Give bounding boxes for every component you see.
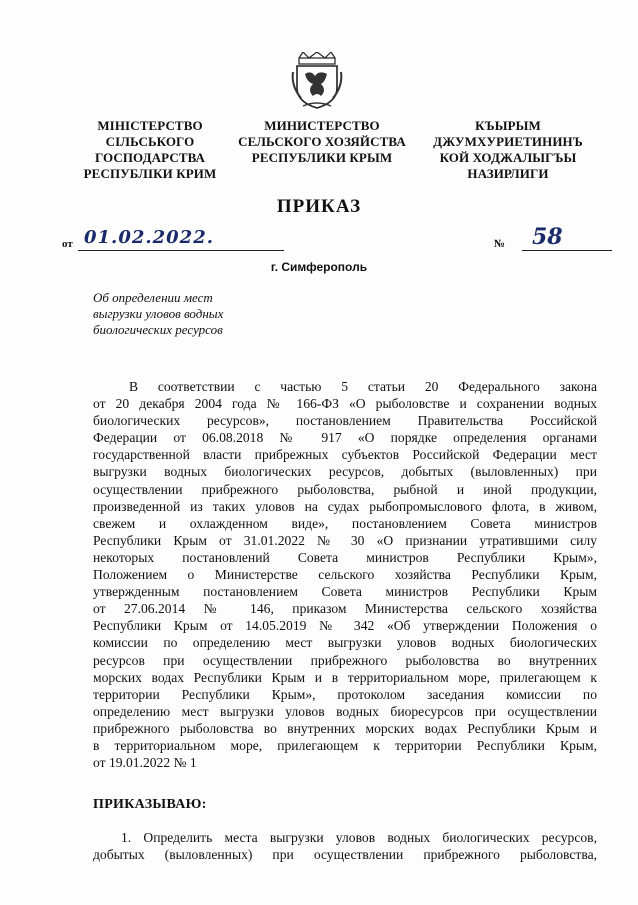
paragraph-line: некоторых постановлений Совета министров Республики Крым», [93, 549, 597, 565]
document-title: ПРИКАЗ [276, 196, 362, 217]
paragraph-line: от 19.01.2022 № 1 [93, 755, 197, 771]
paragraph-line: Республики Крым от 14.05.2019 № 342 «Об утверждении Положения о [93, 618, 597, 634]
ministry-ua-line: ГОСПОДАРСТВА [94, 150, 206, 165]
paragraph-line: территории Республики Крым», протоколом заседания комиссии по [93, 686, 597, 702]
preamble-paragraph [93, 378, 597, 771]
paragraph-line: произведенной из таких уловов на судах рыбопромыслового флота, в живом, [93, 498, 597, 514]
paragraph-line: комиссии по определению мест выгрузки уловов водных биологических [93, 635, 597, 651]
paragraph-line: прибрежного рыболовства во внутренних морских водах Республики Крым и [93, 720, 597, 736]
handwritten-number: 58 [532, 224, 563, 250]
ministry-ct-line: ДЖУМХУРИЕТИНИНЪ [433, 134, 583, 149]
paragraph-line: ресурсов при осуществлении прибрежного рыболовства во внутренних [93, 652, 597, 668]
ministry-name-crimean-tatar [418, 118, 598, 182]
paragraph-line: в территориальном море, прилегающем к территории Республики Крым, [93, 737, 597, 753]
paragraph-line: Федерации от 06.08.2018 № 917 «О порядке определения органами [93, 430, 597, 446]
ministry-ua-line: СІЛЬСЬКОГО [105, 134, 195, 149]
paragraph-line: В соответствии с частью 5 статьи 20 Федерального закона [129, 379, 597, 394]
ministry-ua-line: МІНІСТЕРСТВО [97, 118, 203, 133]
paragraph-line: осуществлении прибрежного рыболовства, рыбной и иной продукции, [93, 481, 597, 497]
ministry-name-ukrainian [70, 118, 230, 182]
order-heading: ПРИКАЗЫВАЮ: [93, 797, 207, 812]
paragraph-line: от 27.06.2014 № 146, приказом Министерства сельского хозяйства [93, 601, 597, 617]
ministry-ua-line: РЕСПУБЛІКИ КРИМ [83, 166, 217, 181]
paragraph-line: биологических ресурсов», постановлением Правительства Российской [93, 413, 597, 429]
ministry-ru-line: РЕСПУБЛИКИ КРЫМ [251, 150, 393, 165]
order-subject [93, 290, 293, 338]
paragraph-line: свежем и охлажденном виде», постановлением Совета министров [93, 515, 597, 531]
paragraph-line: морских водах Республики Крым и в территориальном море, прилегающем к [93, 669, 597, 685]
ministry-ct-line: КОЙ ХОДЖАЛЫГЪЫ [439, 150, 577, 165]
ministry-ct-line: НАЗИРЛИГИ [467, 166, 549, 181]
point-line: добытых (выловленных) при осуществлении прибрежного рыболовства, [93, 847, 597, 863]
paragraph-line: выгрузки водных биологических ресурсов, добытых (выловленных) при [93, 464, 597, 480]
paragraph-line: утвержденным постановлением Совета министров Республики Крым [93, 584, 597, 600]
paragraph-line: государственной власти прибрежных субъектов Российской Федерации мест [93, 447, 597, 463]
coat-of-arms-emblem [291, 52, 343, 110]
date-number-row [62, 224, 602, 254]
ministry-name-russian [232, 118, 412, 166]
paragraph-line: Республики Крым от 31.01.2022 № 30 «О признании утратившими силу [93, 532, 597, 548]
city-name: г. Симферополь [270, 260, 368, 274]
subject-line: Об определении мест [93, 290, 213, 305]
paragraph-line: от 20 декабря 2004 года № 166-ФЗ «О рыболовстве и сохранении водных [93, 396, 597, 412]
paragraph-line: Положением о Министерстве сельского хозяйства Республики Крым, [93, 567, 597, 583]
paragraph-line: определению мест выгрузки уловов водных биоресурсов при осуществлении [93, 703, 597, 719]
subject-line: выгрузки уловов водных [93, 306, 224, 321]
handwritten-date: 01.02.2022. [84, 227, 214, 248]
date-underline [78, 250, 284, 251]
point-line: 1. Определить места выгрузки уловов водных биологических ресурсов, [121, 830, 597, 845]
subject-line: биологических ресурсов [93, 322, 223, 337]
date-prefix: от [62, 238, 73, 250]
order-point-1 [93, 829, 597, 863]
number-prefix: № [494, 238, 506, 250]
number-underline [522, 250, 612, 251]
ministry-ru-line: СЕЛЬСКОГО ХОЗЯЙСТВА [238, 134, 406, 149]
ministry-ru-line: МИНИСТЕРСТВО [264, 118, 380, 133]
ministry-ct-line: КЪЫРЫМ [475, 118, 541, 133]
